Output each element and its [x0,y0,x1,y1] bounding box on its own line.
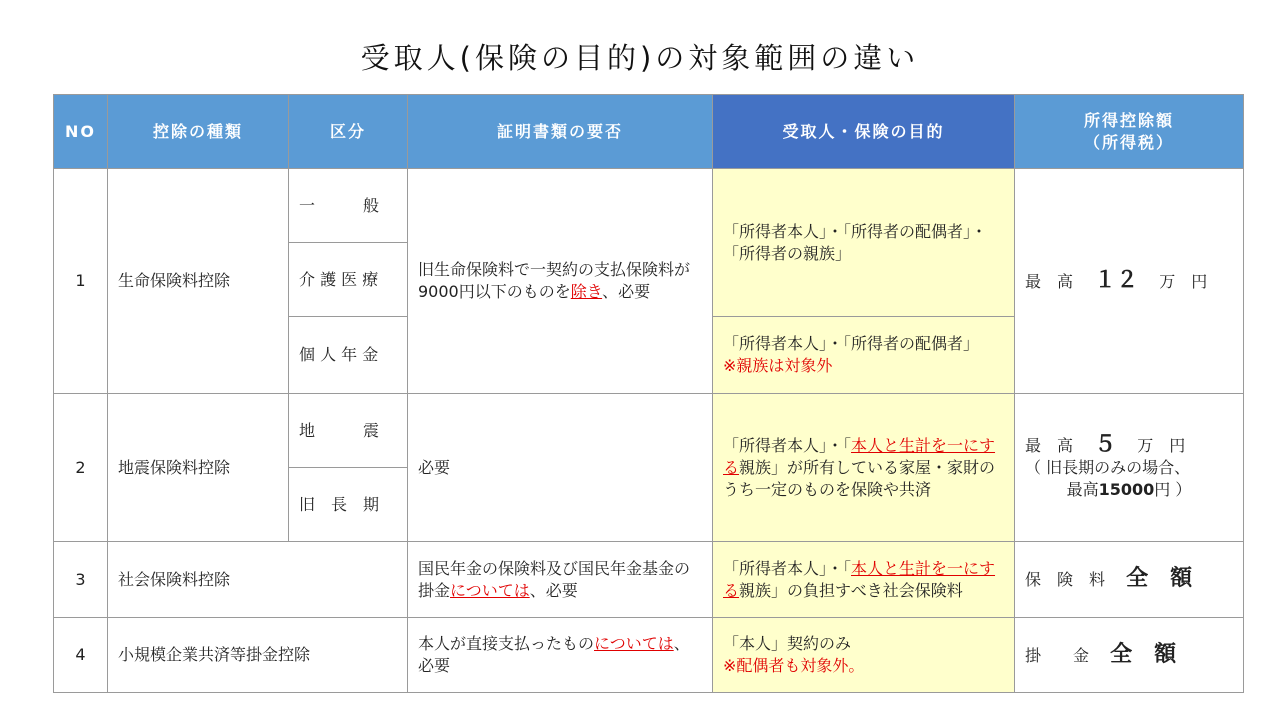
header-amount-line1: 所得控除額 [1083,110,1174,130]
deduction-type: 社会保険料控除 [108,542,408,618]
proof-text-end: 、必要 [418,634,690,675]
row-no: 1 [54,169,108,394]
deduction-type: 小規模企業共済等掛金控除 [108,618,408,693]
proof-highlight: については [450,580,530,600]
amount-unit: 万 円 [1137,436,1186,455]
purpose-text: 「所得者本人」・「 [723,558,852,578]
category-cell: 介 護 医 療 [289,243,408,317]
proof-text-end: 、必要 [602,282,651,301]
amount-unit: 万 円 [1159,271,1208,291]
purpose-cell [713,317,1015,394]
purpose-highlight: 本人と生計を一にする [723,435,996,477]
purpose-cell [713,394,1015,542]
amount-note-number: 15000 [1098,480,1155,499]
proof-cell: 必要 [408,394,713,542]
row-no: 2 [54,394,108,542]
table-row [54,169,1244,243]
deduction-type: 地震保険料控除 [108,394,289,542]
category-cell: 旧 長 期 [289,468,408,542]
header-category: 区分 [289,95,408,169]
purpose-text: 「所得者本人」・「 [723,435,852,455]
amount-label: 掛 金 [1025,645,1090,665]
category-cell: 個 人 年 金 [289,317,408,394]
proof-text: 本人が直接支払ったもの [418,634,595,653]
purpose-cell [713,542,1015,618]
header-deduction-type: 控除の種類 [108,95,289,169]
amount-cell [1015,542,1244,618]
amount-value: 全 額 [1126,566,1193,591]
table-row [54,394,1244,468]
header-amount-line2: （所得税） [1083,132,1174,152]
category-cell: 一 般 [289,169,408,243]
proof-text-end: 、必要 [529,580,578,600]
proof-cell [408,618,713,693]
row-no: 3 [54,542,108,618]
amount-note: （ 旧長期のみの場合、 [1025,458,1191,477]
amount-prefix: 最 高 [1025,436,1074,455]
amount-value: 全 額 [1110,641,1177,667]
proof-cell [408,542,713,618]
amount-cell [1015,169,1244,394]
amount-number: ５ [1094,432,1117,457]
proof-highlight: 除き [570,282,603,301]
amount-label: 保 険 料 [1025,570,1106,589]
purpose-text-end: 親族」が所有している家屋・家財のうち一定のものを保険や共済 [723,457,996,499]
amount-note-line2 [1025,479,1233,501]
deduction-type: 生命保険料控除 [108,169,289,394]
amount-cell [1015,394,1244,542]
header-no: NO [54,95,108,169]
header-row [54,95,1244,169]
purpose-note: ※親族は対象外 [723,356,833,375]
proof-text: 旧生命保険料で一契約の支払保険料が9000円以下のものを [418,260,691,301]
header-deduction-amount [1015,95,1244,169]
purpose-highlight: 本人と生計を一にする [723,558,996,600]
purpose-text: 「所得者本人」・「所得者の配偶者」 [723,334,980,353]
table-row [54,618,1244,693]
amount-note-suffix: 円 ） [1154,480,1192,499]
amount-cell [1015,618,1244,693]
purpose-cell: 「所得者本人」・「所得者の配偶者」・「所得者の親族」 [713,169,1015,317]
proof-highlight: については [594,634,674,653]
amount-number: １２ [1094,267,1139,293]
deduction-comparison-table [53,94,1244,693]
header-recipient-purpose: 受取人・保険の目的 [713,95,1015,169]
row-no: 4 [54,618,108,693]
page-title: 受取人(保険の目的)の対象範囲の違い [360,41,920,75]
amount-main [1025,434,1233,457]
purpose-text-end: 親族」の負担すべき社会保険料 [739,580,963,600]
amount-note-prefix: 最高 [1066,480,1099,499]
table-row [54,542,1244,618]
header-proof-required: 証明書類の要否 [408,95,713,169]
proof-cell [408,169,713,394]
purpose-text: 「本人」契約のみ [723,634,852,653]
purpose-cell [713,618,1015,693]
category-cell: 地 震 [289,394,408,468]
amount-prefix: 最 高 [1025,271,1074,291]
proof-text: 国民年金の保険料及び国民年金基金の掛金 [418,558,691,600]
purpose-note: ※配偶者も対象外。 [723,656,865,675]
